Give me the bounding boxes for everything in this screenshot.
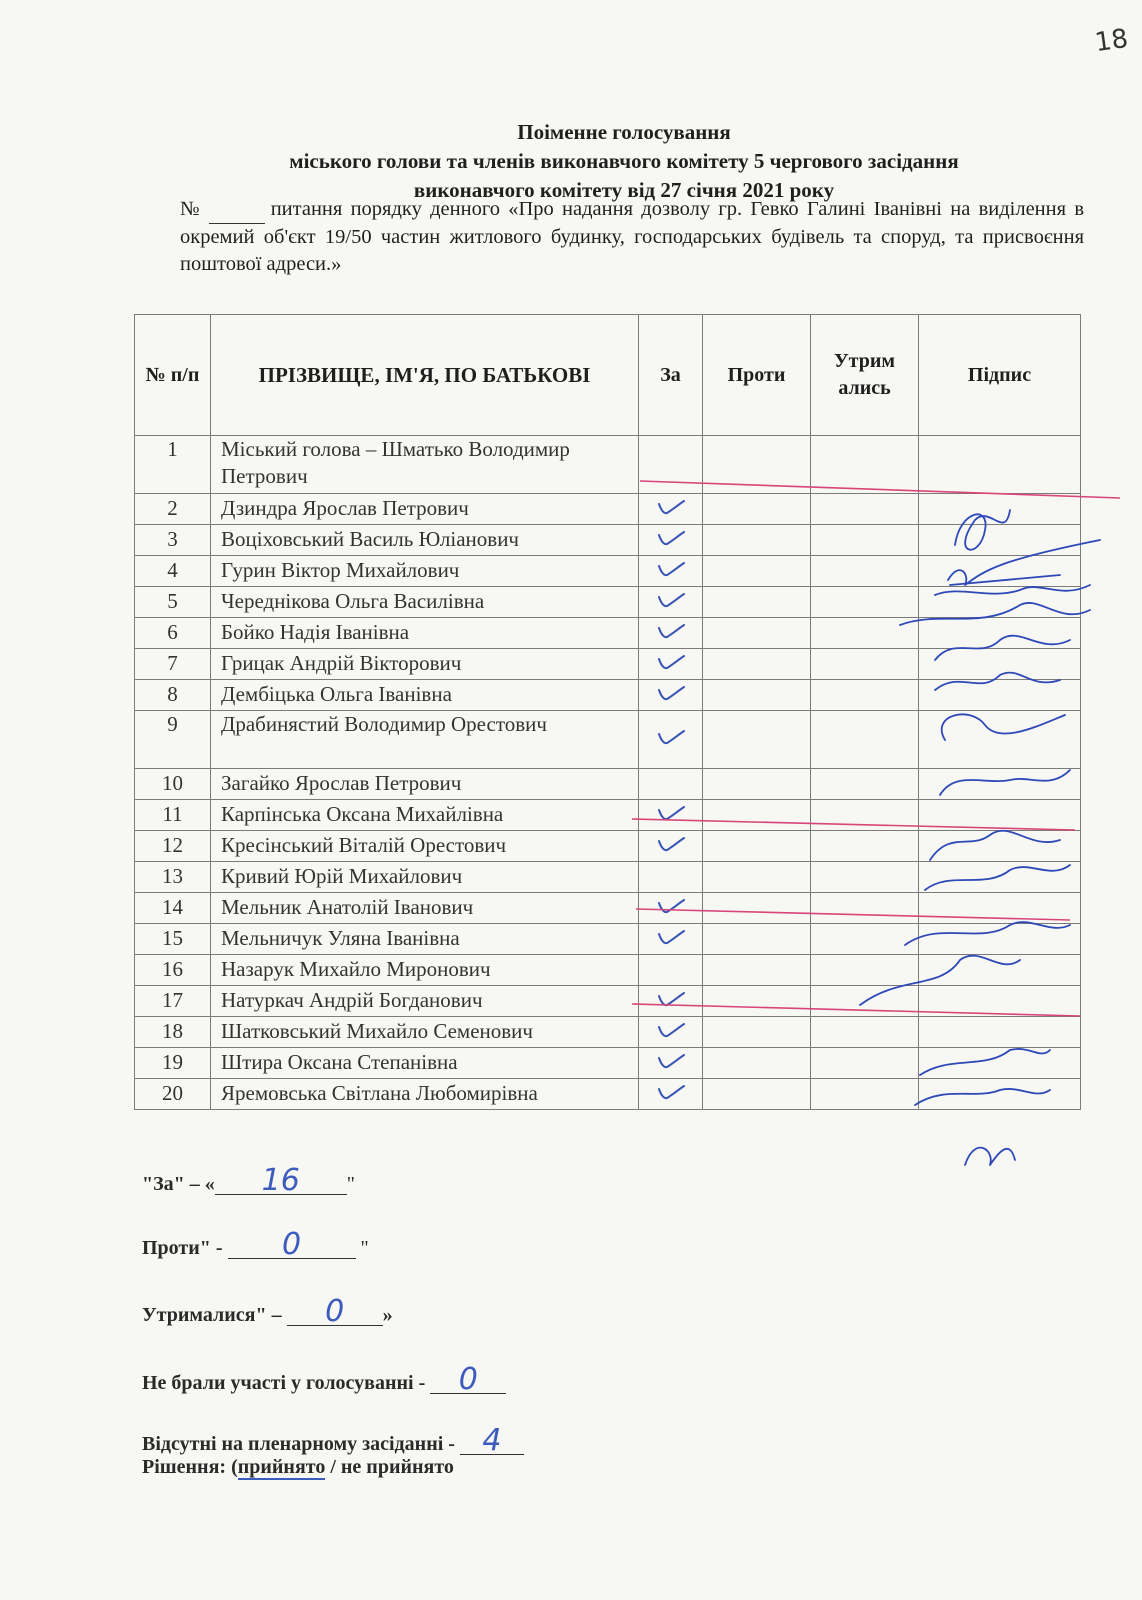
signature-cell	[919, 862, 1081, 893]
vote-against-cell	[703, 556, 811, 587]
checkmark-icon	[656, 591, 686, 609]
summary-abstained-value: 0	[287, 1299, 383, 1326]
signature-cell	[919, 436, 1081, 494]
vote-for-cell	[639, 618, 703, 649]
table-row	[135, 556, 1081, 587]
row-number: 8	[135, 680, 211, 711]
checkmark-icon	[656, 928, 686, 946]
member-name: Грицак Андрій Вікторович	[211, 649, 639, 680]
vote-abstained-cell	[811, 924, 919, 955]
decision-open: (	[231, 1456, 238, 1478]
vote-against-cell	[703, 649, 811, 680]
header-for: За	[639, 315, 703, 436]
vote-against-cell	[703, 1048, 811, 1079]
signature-cell	[919, 618, 1081, 649]
signature-cell	[919, 924, 1081, 955]
member-name: Гурин Віктор Михайлович	[211, 556, 639, 587]
vote-for-cell	[639, 525, 703, 556]
member-name: Загайко Ярослав Петрович	[211, 769, 639, 800]
vote-for-cell	[639, 924, 703, 955]
table-row	[135, 831, 1081, 862]
signature-cell	[919, 525, 1081, 556]
summary-for	[142, 1163, 355, 1198]
row-number: 2	[135, 494, 211, 525]
signature-cell	[919, 494, 1081, 525]
row-number: 9	[135, 711, 211, 769]
table-row	[135, 1017, 1081, 1048]
row-number: 15	[135, 924, 211, 955]
table-row	[135, 800, 1081, 831]
vote-for-cell	[639, 769, 703, 800]
decision-chosen: прийнято	[237, 1456, 326, 1478]
member-name: Бойко Надія Іванівна	[211, 618, 639, 649]
vote-abstained-cell	[811, 769, 919, 800]
vote-against-cell	[703, 955, 811, 986]
summary-not-voted	[142, 1362, 506, 1397]
table-row	[135, 436, 1081, 494]
checkmark-icon	[656, 498, 686, 516]
vote-against-cell	[703, 862, 811, 893]
vote-abstained-cell	[811, 831, 919, 862]
summary-abstained-label: Утрималися" –	[142, 1304, 282, 1326]
row-number: 4	[135, 556, 211, 587]
row-number: 1	[135, 436, 211, 494]
member-name: Мельник Анатолій Іванович	[211, 893, 639, 924]
vote-for-cell	[639, 1079, 703, 1110]
signature-cell	[919, 831, 1081, 862]
member-name: Череднікова Ольга Василівна	[211, 587, 639, 618]
header-name: ПРІЗВИЩЕ, ІМ'Я, ПО БАТЬКОВІ	[211, 315, 639, 436]
signature-cell	[919, 800, 1081, 831]
title-line-1: Поіменне голосування	[517, 120, 731, 144]
vote-for-cell	[639, 587, 703, 618]
checkmark-icon	[656, 1021, 686, 1039]
signature-cell	[919, 893, 1081, 924]
vote-abstained-cell	[811, 680, 919, 711]
decision-label: Рішення:	[142, 1456, 227, 1478]
summary-against	[142, 1227, 369, 1262]
header-num: № п/п	[135, 315, 211, 436]
vote-against-cell	[703, 800, 811, 831]
summary-not-voted-label: Не брали участі у голосуванні -	[142, 1372, 426, 1394]
summary-absent	[142, 1423, 524, 1458]
row-number: 14	[135, 893, 211, 924]
title-line-2: міського голови та членів виконавчого комітету 5 чергового засідання	[289, 149, 959, 173]
signature-cell	[919, 556, 1081, 587]
table-row	[135, 862, 1081, 893]
vote-abstained-cell	[811, 711, 919, 769]
vote-against-cell	[703, 587, 811, 618]
summary-against-close: "	[360, 1237, 369, 1259]
checkmark-icon	[656, 804, 686, 822]
member-name: Мельничук Уляна Іванівна	[211, 924, 639, 955]
table-row	[135, 924, 1081, 955]
vote-table-body	[135, 436, 1081, 1110]
vote-abstained-cell	[811, 618, 919, 649]
vote-abstained-cell	[811, 1017, 919, 1048]
page-number: 18	[1092, 23, 1130, 59]
vote-abstained-cell	[811, 893, 919, 924]
row-number: 3	[135, 525, 211, 556]
member-name: Яремовська Світлана Любомирівна	[211, 1079, 639, 1110]
summary-against-label: Проти" -	[142, 1237, 223, 1259]
checkmark-icon	[656, 990, 686, 1008]
document-title	[180, 118, 1068, 205]
checkmark-icon	[656, 897, 686, 915]
vote-abstained-cell	[811, 1048, 919, 1079]
summary-for-label: "За" – «	[142, 1173, 215, 1195]
vote-against-cell	[703, 618, 811, 649]
vote-abstained-cell	[811, 862, 919, 893]
table-row	[135, 955, 1081, 986]
member-name: Назарук Михайло Миронович	[211, 955, 639, 986]
vote-table	[134, 314, 1081, 1110]
summary-absent-label: Відсутні на пленарному засіданні -	[142, 1433, 455, 1455]
table-row	[135, 711, 1081, 769]
header-abstained: Утрим ались	[811, 315, 919, 436]
title-line-3: виконавчого комітету від 27 січня 2021 року	[413, 178, 835, 202]
signature-row-20	[965, 1148, 1015, 1165]
summary-abstained	[142, 1294, 393, 1329]
agenda-item	[180, 196, 1084, 278]
table-row	[135, 618, 1081, 649]
table-row	[135, 1048, 1081, 1079]
agenda-number-prefix: №	[180, 198, 203, 220]
summary-for-close: "	[346, 1173, 355, 1195]
member-name: Натуркач Андрій Богданович	[211, 986, 639, 1017]
row-number: 11	[135, 800, 211, 831]
vote-against-cell	[703, 893, 811, 924]
vote-for-cell	[639, 800, 703, 831]
checkmark-icon	[656, 835, 686, 853]
vote-against-cell	[703, 986, 811, 1017]
table-row	[135, 680, 1081, 711]
vote-abstained-cell	[811, 800, 919, 831]
signature-cell	[919, 680, 1081, 711]
row-number: 19	[135, 1048, 211, 1079]
vote-for-cell	[639, 436, 703, 494]
signature-cell	[919, 955, 1081, 986]
checkmark-icon	[656, 684, 686, 702]
member-name: Штира Оксана Степанівна	[211, 1048, 639, 1079]
header-signature: Підпис	[919, 315, 1081, 436]
table-row	[135, 649, 1081, 680]
member-name: Кривий Юрій Михайлович	[211, 862, 639, 893]
table-row	[135, 1079, 1081, 1110]
row-number: 5	[135, 587, 211, 618]
summary-decision	[142, 1456, 454, 1479]
vote-against-cell	[703, 436, 811, 494]
vote-for-cell	[639, 680, 703, 711]
member-name: Дембіцька Ольга Іванівна	[211, 680, 639, 711]
signature-cell	[919, 769, 1081, 800]
row-number: 17	[135, 986, 211, 1017]
vote-for-cell	[639, 556, 703, 587]
table-header-row	[135, 315, 1081, 436]
vote-for-cell	[639, 986, 703, 1017]
vote-for-cell	[639, 1048, 703, 1079]
checkmark-icon	[656, 728, 686, 746]
vote-against-cell	[703, 711, 811, 769]
table-row	[135, 769, 1081, 800]
checkmark-icon	[656, 622, 686, 640]
member-name: Міський голова – Шматько Володимир Петрович	[211, 436, 639, 494]
summary-absent-value: 4	[460, 1428, 524, 1455]
vote-abstained-cell	[811, 587, 919, 618]
row-number: 13	[135, 862, 211, 893]
table-row	[135, 494, 1081, 525]
summary-for-value: 16	[215, 1168, 347, 1195]
vote-abstained-cell	[811, 1079, 919, 1110]
vote-against-cell	[703, 769, 811, 800]
signature-cell	[919, 587, 1081, 618]
table-row	[135, 587, 1081, 618]
row-number: 6	[135, 618, 211, 649]
vote-abstained-cell	[811, 494, 919, 525]
decision-other: не прийнято	[340, 1456, 454, 1478]
agenda-number-blank	[209, 196, 265, 224]
row-number: 10	[135, 769, 211, 800]
vote-abstained-cell	[811, 649, 919, 680]
vote-against-cell	[703, 1079, 811, 1110]
vote-abstained-cell	[811, 436, 919, 494]
vote-for-cell	[639, 831, 703, 862]
checkmark-icon	[656, 1052, 686, 1070]
signature-cell	[919, 1079, 1081, 1110]
vote-against-cell	[703, 924, 811, 955]
summary-not-voted-value: 0	[430, 1367, 506, 1394]
member-name: Драбинястий Володимир Орестович	[211, 711, 639, 769]
vote-for-cell	[639, 494, 703, 525]
row-number: 18	[135, 1017, 211, 1048]
signature-cell	[919, 1048, 1081, 1079]
checkmark-icon	[656, 1083, 686, 1101]
vote-for-cell	[639, 862, 703, 893]
table-row	[135, 893, 1081, 924]
summary-against-value: 0	[228, 1232, 356, 1259]
vote-abstained-cell	[811, 556, 919, 587]
vote-abstained-cell	[811, 525, 919, 556]
vote-against-cell	[703, 680, 811, 711]
decision-separator: /	[330, 1456, 336, 1478]
member-name: Шатковський Михайло Семенович	[211, 1017, 639, 1048]
row-number: 7	[135, 649, 211, 680]
checkmark-icon	[656, 653, 686, 671]
member-name: Воціховський Василь Юліанович	[211, 525, 639, 556]
vote-against-cell	[703, 1017, 811, 1048]
member-name: Карпінська Оксана Михайлівна	[211, 800, 639, 831]
vote-for-cell	[639, 1017, 703, 1048]
vote-for-cell	[639, 649, 703, 680]
vote-abstained-cell	[811, 955, 919, 986]
vote-against-cell	[703, 525, 811, 556]
vote-abstained-cell	[811, 986, 919, 1017]
table-row	[135, 986, 1081, 1017]
row-number: 16	[135, 955, 211, 986]
summary-abstained-close: »	[382, 1304, 393, 1326]
signature-cell	[919, 986, 1081, 1017]
vote-against-cell	[703, 831, 811, 862]
vote-for-cell	[639, 893, 703, 924]
member-name: Дзиндра Ярослав Петрович	[211, 494, 639, 525]
member-name: Кресінський Віталій Орестович	[211, 831, 639, 862]
vote-for-cell	[639, 711, 703, 769]
row-number: 20	[135, 1079, 211, 1110]
table-row	[135, 525, 1081, 556]
row-number: 12	[135, 831, 211, 862]
signature-cell	[919, 649, 1081, 680]
checkmark-icon	[656, 529, 686, 547]
checkmark-icon	[656, 560, 686, 578]
header-against: Проти	[703, 315, 811, 436]
signature-cell	[919, 1017, 1081, 1048]
vote-against-cell	[703, 494, 811, 525]
signature-cell	[919, 711, 1081, 769]
agenda-text: питання порядку денного «Про надання дозволу гр. Гевко Галині Іванівні на виділення в окремий об'єкт 19/50 частин житлового будинку, господарських будівель та споруд, та присвоєння поштової адреси.»	[180, 198, 1084, 275]
vote-for-cell	[639, 955, 703, 986]
